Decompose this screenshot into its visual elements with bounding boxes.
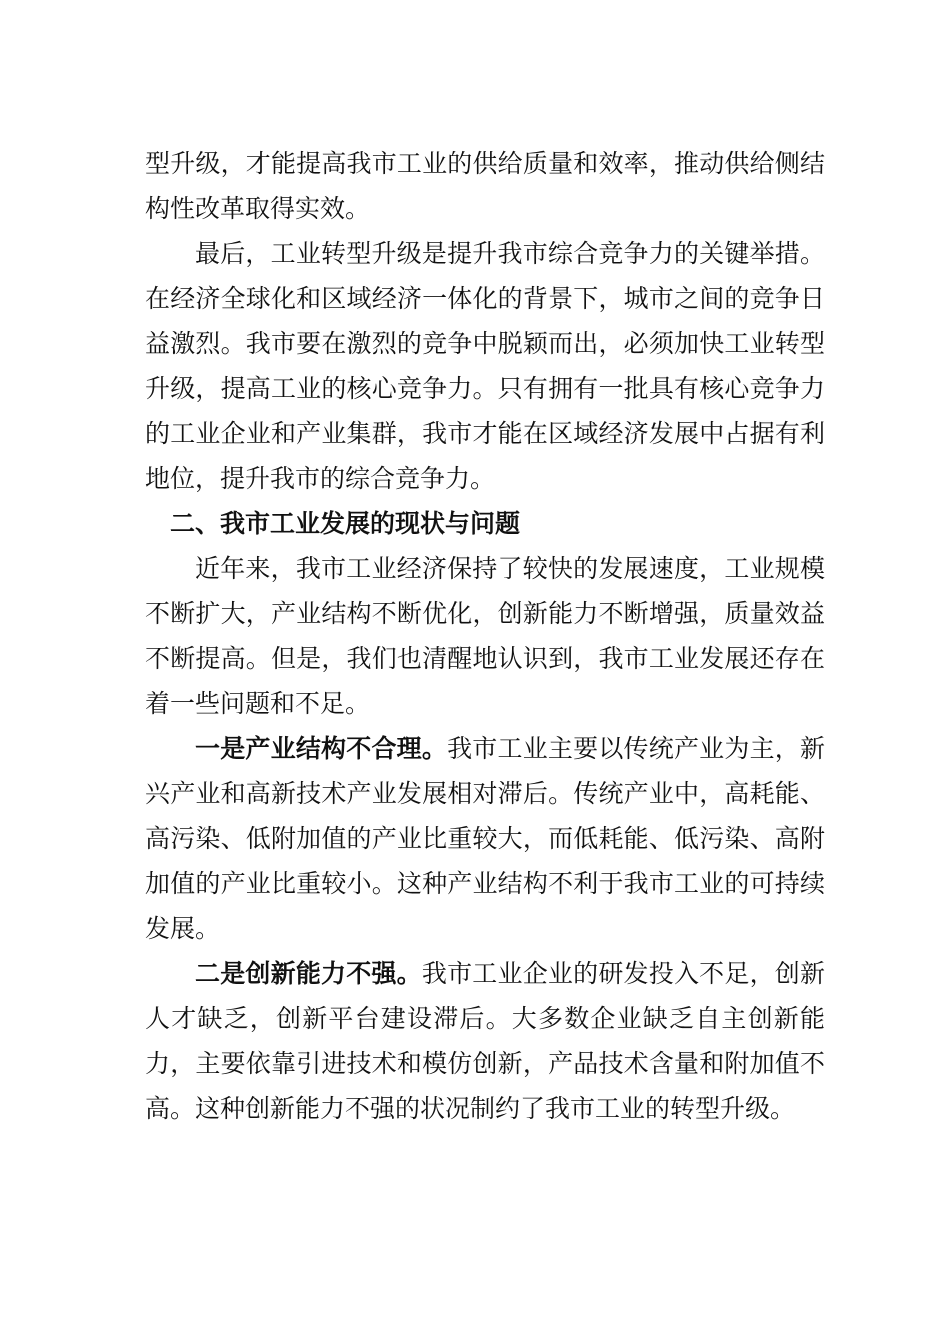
paragraph-innovation-block xyxy=(145,951,825,1131)
paragraph-structure-body: 我市工业主要以传统产业为主，新兴产业和高新技术产业发展相对滞后。传统产业中，高耗能、高污染、低附加值的产业比重较大，而低耗能、低污染、高附加值的产业比重较小。这种产业结构不利于我市工业的可持续发展。 xyxy=(145,734,825,943)
paragraph-recent: 近年来，我市工业经济保持了较快的发展速度，工业规模不断扩大，产业结构不断优化，创新能力不断增强，质量效益不断提高。但是，我们也清醒地认识到，我市工业发展还存在着一些问题和不足。 xyxy=(145,554,825,718)
paragraph-structure xyxy=(145,726,825,951)
section-heading-block xyxy=(145,501,825,546)
paragraph-structure-lead: 一是产业结构不合理。 xyxy=(195,734,448,763)
paragraph-recent-block xyxy=(145,546,825,726)
paragraph-continued: 型升级，才能提高我市工业的供给质量和效率，推动供给侧结构性改革取得实效。 xyxy=(145,149,825,223)
paragraph-innovation-body: 我市工业企业的研发投入不足，创新人才缺乏，创新平台建设滞后。大多数企业缺乏自主创新能力，主要依靠引进技术和模仿创新，产品技术含量和附加值不高。这种创新能力不强的状况制约了我市工业的转型升级。 xyxy=(145,959,825,1123)
paragraph-innovation xyxy=(145,951,825,1131)
paragraph-finally-block xyxy=(145,231,825,501)
section-heading: 二、我市工业发展的现状与问题 xyxy=(170,509,521,538)
paragraph-finally: 最后，工业转型升级是提升我市综合竞争力的关键举措。在经济全球化和区域经济一体化的背景下，城市之间的竞争日益激烈。我市要在激烈的竞争中脱颖而出，必须加快工业转型升级，提高工业的核心竞争力。只有拥有一批具有核心竞争力的工业企业和产业集群，我市才能在区域经济发展中占据有利地位，提升我市的综合竞争力。 xyxy=(145,239,825,493)
paragraph-innovation-lead: 二是创新能力不强。 xyxy=(195,959,422,988)
paragraph-structure-block xyxy=(145,726,825,951)
paragraph-continued-block xyxy=(145,141,825,231)
